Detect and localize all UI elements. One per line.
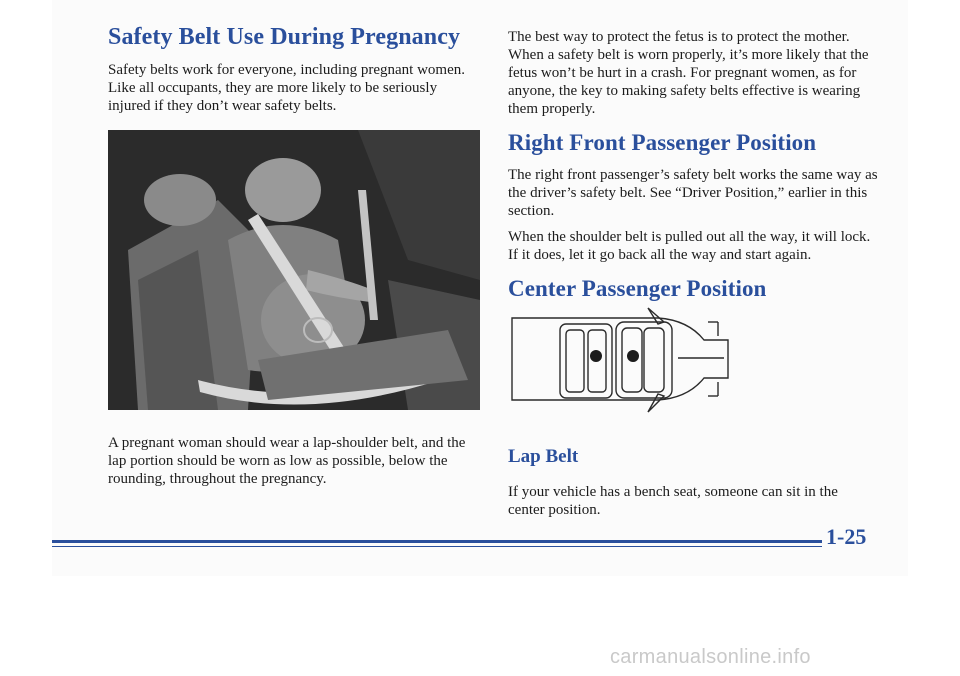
illustration-icon	[108, 130, 480, 410]
caption-block	[108, 434, 480, 488]
watermark-text: carmanualsonline.info	[610, 646, 811, 668]
pregnancy-intro: Safety belts work for everyone, including pregnant women. Like all occupants, they are more likely to be seriously injured if they don’t wear safety belts.	[108, 62, 465, 115]
right-front-paragraph-1: The right front passenger’s safety belt works the same way as the driver’s safety belt. See “Driver Position,” earlier in this section.	[508, 166, 878, 219]
footer-rule-thick	[52, 540, 822, 543]
heading-pregnancy: Safety Belt Use During Pregnancy	[108, 24, 461, 50]
car-top-view-seat-diagram	[508, 300, 736, 418]
car-diagram-icon	[508, 300, 736, 418]
pregnant-woman-seatbelt-illustration	[108, 130, 480, 410]
heading-center-passenger: Center Passenger Position	[508, 275, 767, 301]
lap-belt-paragraph: If your vehicle has a bench seat, someone can sit in the center position.	[508, 483, 838, 518]
protect-mother-paragraph: The best way to protect the fetus is to protect the mother. When a safety belt is worn properly, it’s more likely that the fetus won’t be hurt in a crash. For pregnant women, as for anyone, the key to making safety belts effective is wearing them properly.	[508, 29, 869, 117]
heading-lap-belt: Lap Belt	[508, 446, 579, 467]
pregnancy-caption: A pregnant woman should wear a lap-shoulder belt, and the lap portion should be worn as low as possible, below the rounding, throughout the pregnancy.	[108, 435, 466, 487]
heading-right-front-passenger: Right Front Passenger Position	[508, 130, 817, 155]
left-column	[108, 22, 480, 115]
right-front-paragraph-2: When the shoulder belt is pulled out all the way, it will lock. If it does, let it go back all the way and start again.	[508, 228, 871, 263]
lap-belt-block	[508, 446, 878, 519]
page-number: 1-25	[826, 524, 867, 549]
footer-rule-thin	[52, 546, 822, 547]
right-column	[508, 28, 878, 304]
